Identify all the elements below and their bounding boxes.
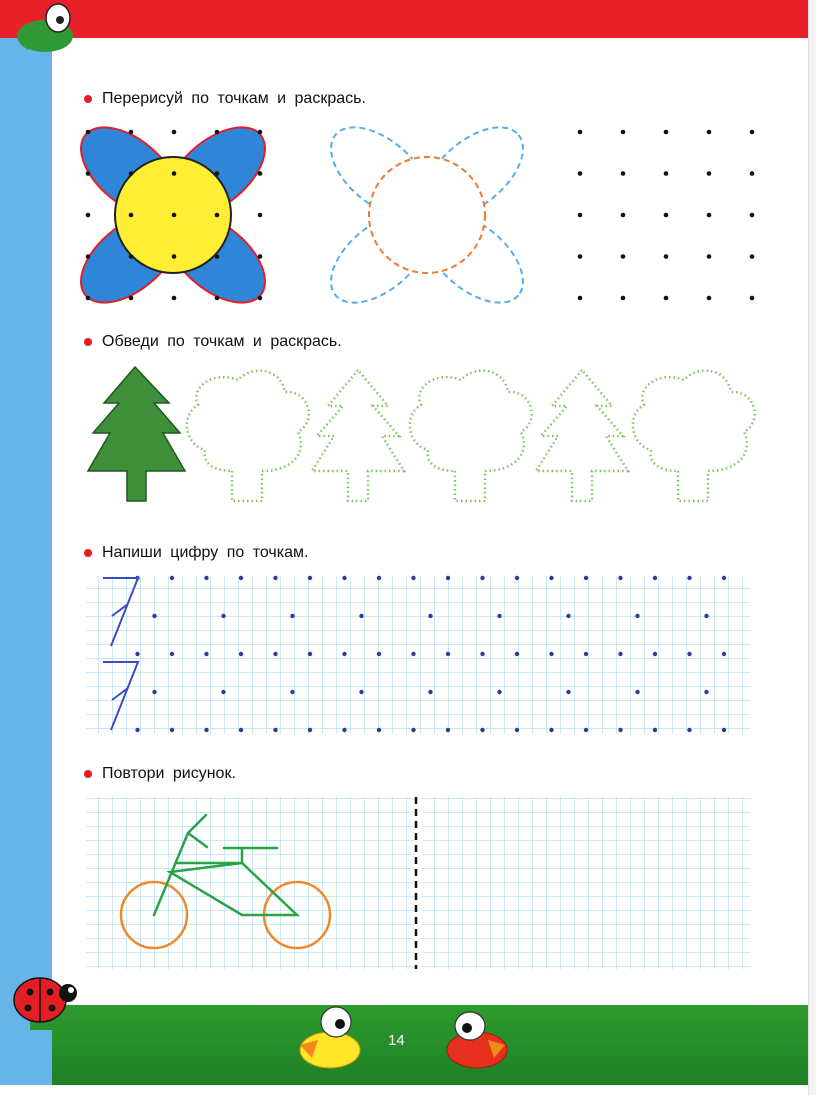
digit-dot (497, 690, 501, 694)
digit-dot (653, 576, 657, 580)
yellow-bird-icon (300, 1007, 360, 1068)
digit-dot (480, 728, 484, 732)
digit-dot (549, 576, 553, 580)
digit-dot (446, 576, 450, 580)
digit-dot (239, 728, 243, 732)
digit-dot (515, 652, 519, 656)
dotted-bush-1 (187, 371, 309, 501)
grid-dot (750, 213, 755, 218)
grid-dot (707, 254, 712, 259)
grid-dot (750, 296, 755, 301)
digit-dot (428, 614, 432, 618)
grid-dot (578, 254, 583, 259)
grid-dot (578, 130, 583, 135)
grid-dot (172, 254, 177, 259)
digit-dot (170, 728, 174, 732)
digit-dot (342, 652, 346, 656)
grid-dot (215, 254, 220, 259)
digit-dot (618, 576, 622, 580)
grid-dot (258, 213, 263, 218)
grid-dot (750, 130, 755, 135)
page-number: 14 (388, 1032, 405, 1049)
digit-dot (221, 614, 225, 618)
ladybug-icon (14, 978, 77, 1022)
grid-dot (664, 130, 669, 135)
grid-dot (258, 130, 263, 135)
grid-dot (750, 171, 755, 176)
digit-dot (722, 728, 726, 732)
digit-dot (549, 728, 553, 732)
grid-dot (172, 213, 177, 218)
digit-dot (359, 614, 363, 618)
digit-dot (704, 614, 708, 618)
digit-dot (359, 690, 363, 694)
grid-dot (129, 213, 134, 218)
grid-dot (258, 171, 263, 176)
bicycle-copy-grid[interactable] (422, 797, 750, 969)
digit-dot (308, 576, 312, 580)
grid-dot (578, 296, 583, 301)
digit-dot (273, 576, 277, 580)
digit-dot (497, 614, 501, 618)
grid-dot (578, 213, 583, 218)
dotted-fir-1 (312, 370, 404, 501)
digit-dot (635, 690, 639, 694)
grid-dot (215, 171, 220, 176)
grid-dot (215, 130, 220, 135)
grid-dot (621, 171, 626, 176)
digit-dot (290, 690, 294, 694)
grid-dot (86, 171, 91, 176)
digit-dot (653, 652, 657, 656)
grid-dot (707, 171, 712, 176)
task3-instruction: Напиши цифру по точкам. (84, 544, 308, 562)
digit-dot (308, 728, 312, 732)
digit-dot (446, 652, 450, 656)
digit-dot (377, 576, 381, 580)
dashed-flower (315, 110, 539, 320)
digit-dot (428, 690, 432, 694)
digit-dot (221, 690, 225, 694)
grid-dot (172, 296, 177, 301)
dotted-fir-2 (536, 370, 628, 501)
digit-dot (342, 728, 346, 732)
grid-dot (86, 254, 91, 259)
digit-dot (239, 652, 243, 656)
digit-dot (446, 728, 450, 732)
digit-dot (204, 728, 208, 732)
grid-dot (621, 213, 626, 218)
digit-dot (204, 576, 208, 580)
dotted-tree-outlines (187, 370, 755, 501)
digit-dot (618, 728, 622, 732)
grid-dot (664, 296, 669, 301)
task2-instruction: Обведи по точкам и раскрась. (84, 333, 342, 351)
digit-dot (549, 652, 553, 656)
digit-dot (135, 652, 139, 656)
grid-dot (707, 213, 712, 218)
digit-dot (170, 652, 174, 656)
digit-dot (308, 652, 312, 656)
grid-dot (129, 254, 134, 259)
digit-dot (722, 576, 726, 580)
grid-dot (129, 296, 134, 301)
digit-dot (135, 728, 139, 732)
grid-dot (86, 213, 91, 218)
digit-dot (170, 576, 174, 580)
blank-dot-grid (578, 130, 755, 301)
digit-dot (273, 652, 277, 656)
frog-icon (17, 4, 73, 52)
grid-dot (172, 130, 177, 135)
digit-dot (515, 728, 519, 732)
digit-dot (566, 690, 570, 694)
grid-dot (578, 171, 583, 176)
task1-instruction: Перерисуй по точкам и раскрась. (84, 90, 366, 108)
digit-dot (290, 614, 294, 618)
grid-dot (621, 296, 626, 301)
dotted-bush-3 (633, 371, 755, 501)
digit-dot (411, 652, 415, 656)
digit-dot (377, 728, 381, 732)
digit-dot (584, 576, 588, 580)
grid-dot (621, 130, 626, 135)
red-bird-icon (447, 1012, 507, 1068)
digit-dot (411, 728, 415, 732)
grid-dot (750, 254, 755, 259)
grid-dot (129, 130, 134, 135)
digit-dot (618, 652, 622, 656)
digit-dot (377, 652, 381, 656)
grid-dot (707, 296, 712, 301)
grid-dot (86, 296, 91, 301)
grid-dot (258, 254, 263, 259)
digit-dot (239, 576, 243, 580)
digit-dot (152, 614, 156, 618)
digit-dot (273, 728, 277, 732)
digit-dot (635, 614, 639, 618)
digit-dot (515, 576, 519, 580)
dotted-bush-2 (410, 371, 532, 501)
grid-dot (664, 254, 669, 259)
digit-dot (687, 652, 691, 656)
digit-dot (653, 728, 657, 732)
grid-dot (707, 130, 712, 135)
digit-dot (584, 728, 588, 732)
digit-dot (480, 652, 484, 656)
grid-dot (86, 130, 91, 135)
grid-dot (215, 213, 220, 218)
grid-dot (664, 213, 669, 218)
digit-dot (566, 614, 570, 618)
task4-instruction: Повтори рисунок. (84, 765, 236, 783)
digit-dot (704, 690, 708, 694)
grid-dot (621, 254, 626, 259)
grid-dot (172, 171, 177, 176)
digit-dot (584, 652, 588, 656)
grid-dot (129, 171, 134, 176)
grid-dot (258, 296, 263, 301)
tree-example (88, 367, 185, 501)
digit-dot (722, 652, 726, 656)
digit-dot (204, 652, 208, 656)
grid-dot (215, 296, 220, 301)
digit-dot (480, 576, 484, 580)
digit-dot (687, 728, 691, 732)
digit-grid (86, 576, 750, 734)
digit-dot (152, 690, 156, 694)
digit-dot (342, 576, 346, 580)
digit-dot (687, 576, 691, 580)
grid-dot (664, 171, 669, 176)
digit-dot (411, 576, 415, 580)
